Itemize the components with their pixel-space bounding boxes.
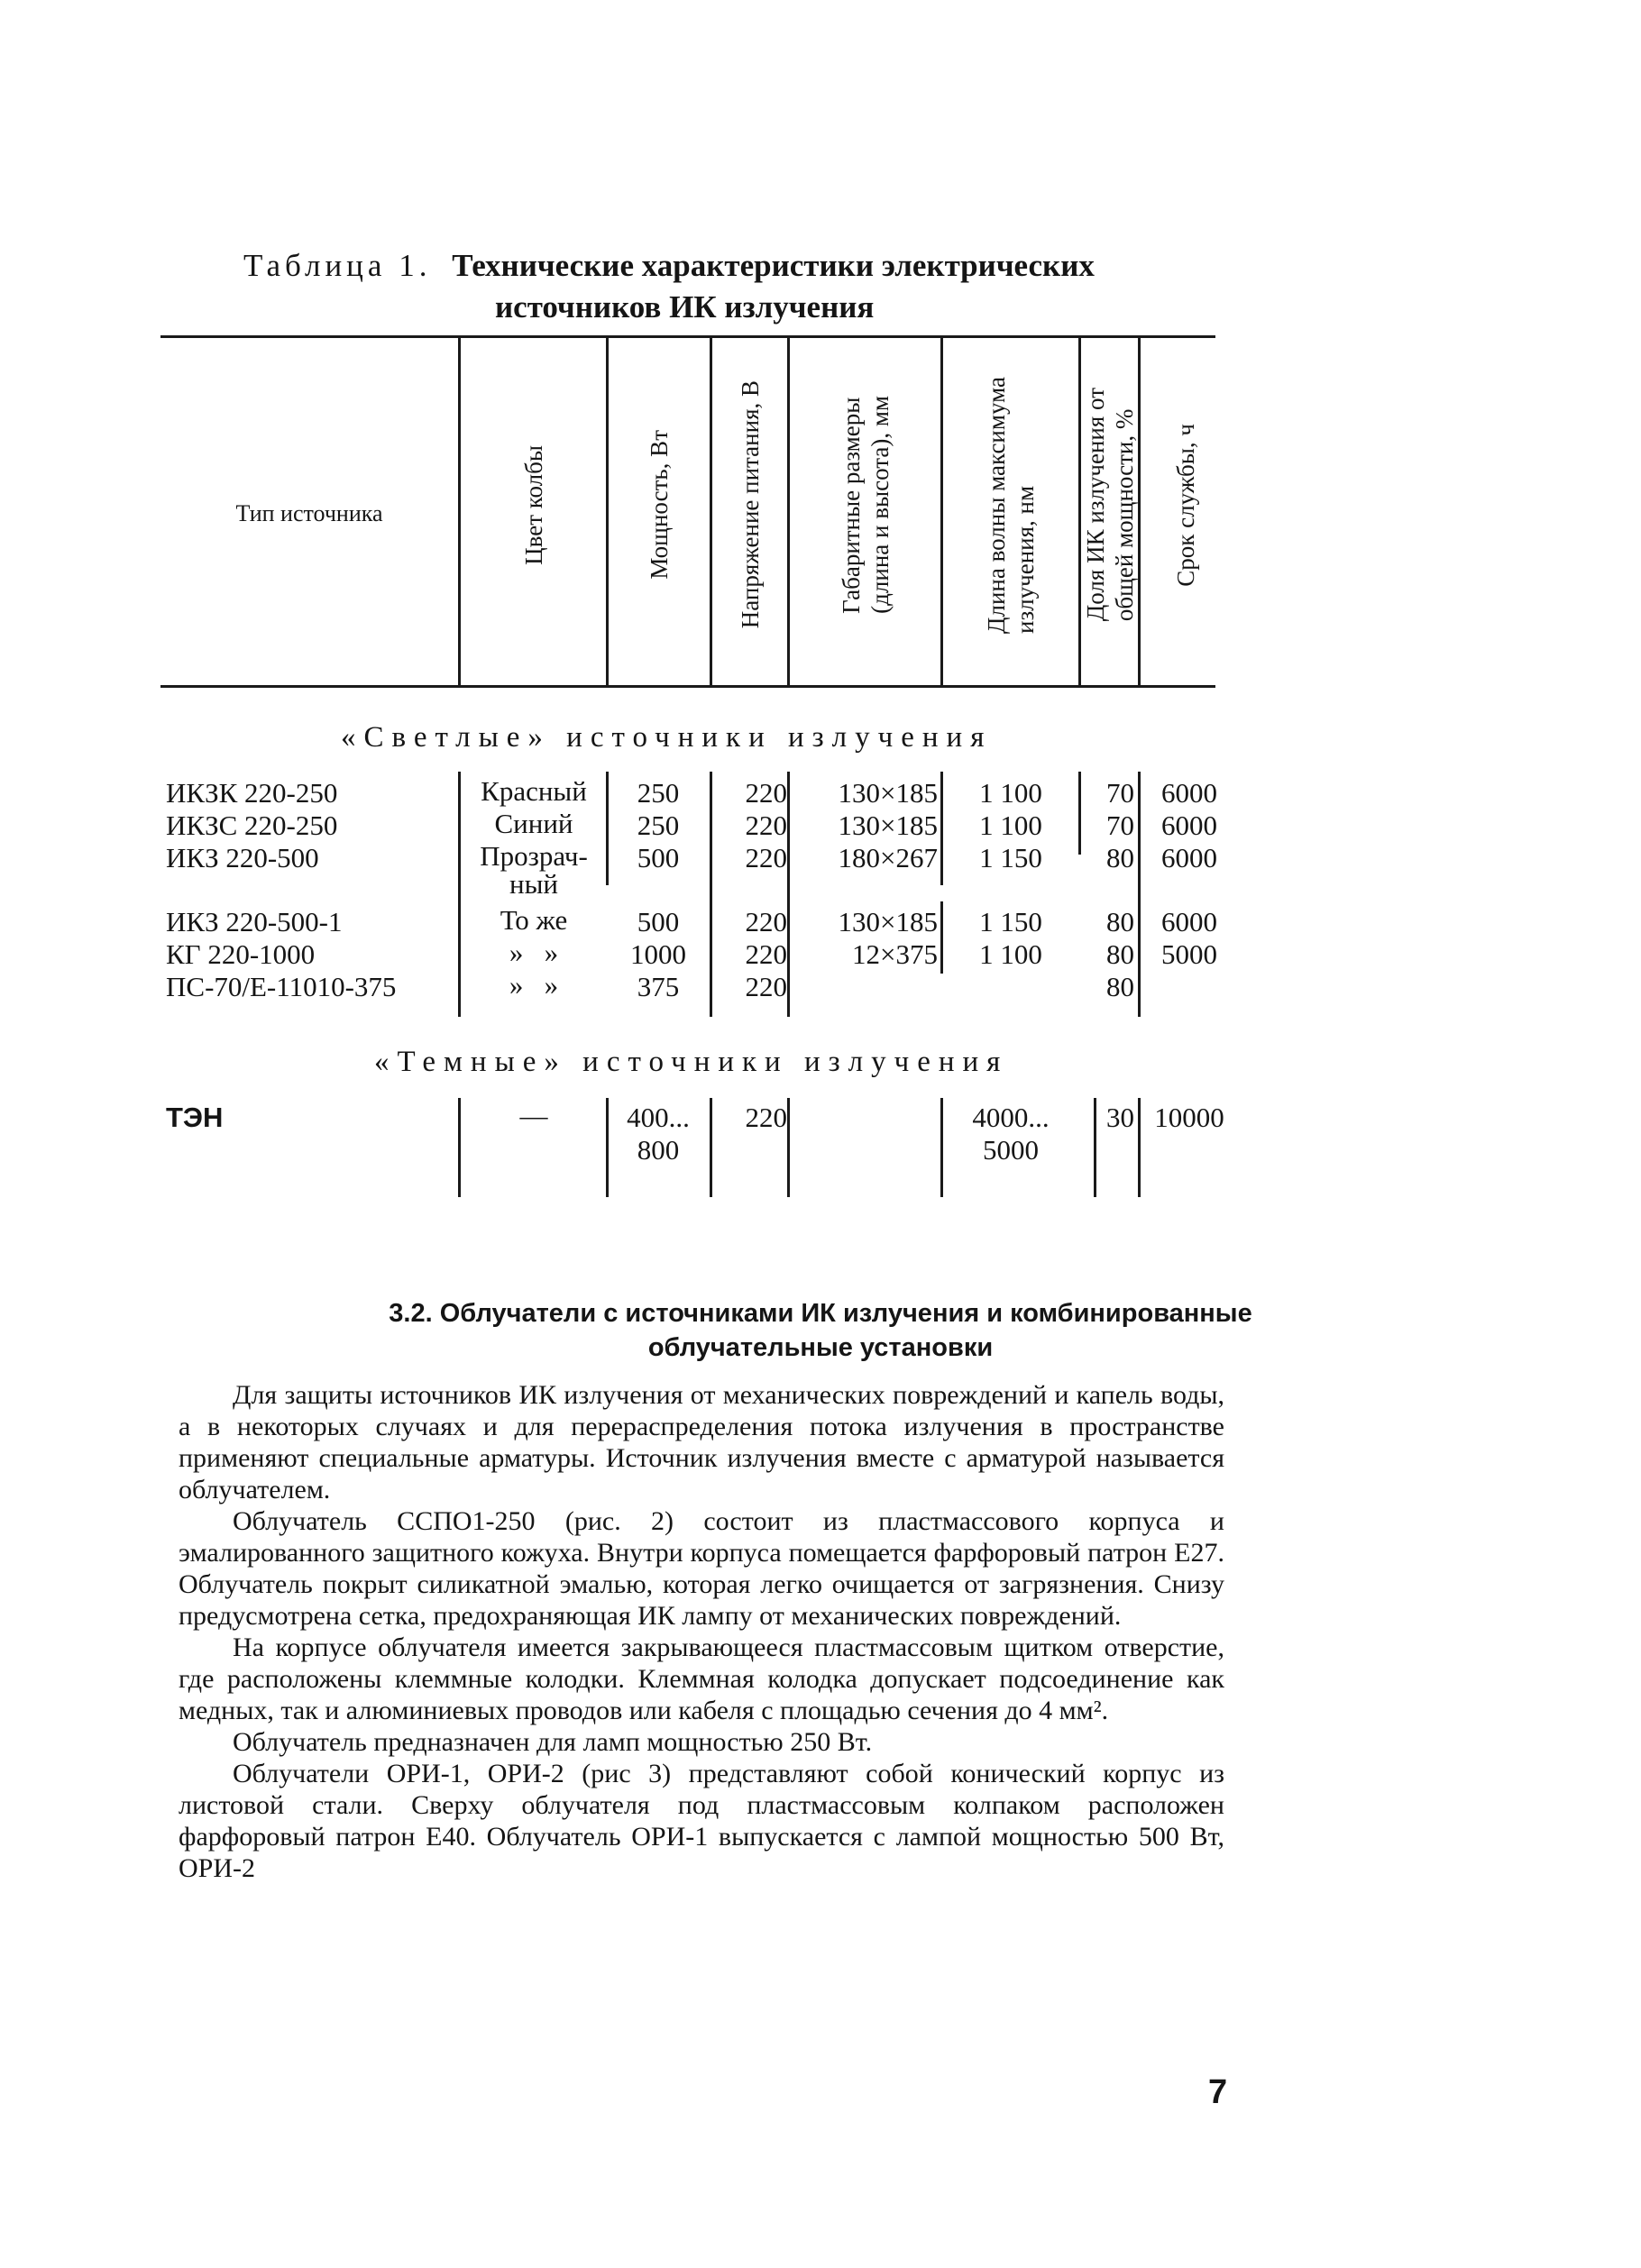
cell-life: 6000 — [1161, 842, 1217, 873]
header-bulb-color: Цвет колбы — [519, 444, 547, 565]
cell-wave: 1 100 — [979, 777, 1042, 809]
cell-type: ПС-70/Е-11010-375 — [166, 971, 397, 1002]
cell-voltage: 220 — [745, 842, 787, 873]
cell-wave: 4000... — [972, 1102, 1050, 1133]
cell-share: 70 — [1106, 777, 1134, 809]
header-source-type: Тип источника — [235, 500, 383, 526]
cell-color: » » — [509, 937, 559, 968]
cell-power-continued: 800 — [637, 1134, 680, 1166]
cell-life: 10000 — [1154, 1102, 1224, 1133]
cell-voltage: 220 — [745, 777, 787, 809]
cell-color: Прозрач- ный — [480, 840, 588, 900]
cell-size: 130×185 — [838, 809, 938, 841]
body-divider — [787, 1098, 790, 1197]
cell-color: Синий — [494, 808, 573, 839]
cell-power: 375 — [637, 971, 680, 1002]
cell-size: 130×185 — [838, 777, 938, 809]
cell-life: 6000 — [1161, 906, 1217, 937]
cell-type: КГ 220-1000 — [166, 938, 316, 970]
cell-power: 400... — [627, 1102, 690, 1133]
cell-power: 500 — [637, 906, 680, 937]
cell-power: 250 — [637, 809, 680, 841]
paragraph: На корпусе облучателя имеется закрывающееся пластмассовым щитком отверстие, где расположены клеммные колодки. Клеммная колодка допускает подсоединение как медных, так и алюминиевых проводов или кабеля с площадью сечения до 4 мм². — [179, 1632, 1224, 1725]
body-divider — [458, 772, 461, 1017]
cell-type: ИКЗ 220-500-1 — [166, 906, 343, 937]
body-divider — [458, 1098, 461, 1197]
cell-wave: 1 150 — [979, 842, 1042, 873]
cell-color: То же — [500, 904, 568, 936]
table-title-line2: источников ИК излучения — [495, 289, 875, 325]
section-heading-line2: облучательные установки — [647, 1333, 994, 1362]
section-light-sources: «Светлые» источники излучения — [341, 721, 993, 754]
header-dimensions: Габаритные размеры (длина и высота), мм — [837, 396, 894, 614]
cell-color: — — [519, 1100, 548, 1131]
cell-share: 30 — [1106, 1102, 1134, 1133]
cell-power: 1000 — [630, 938, 686, 970]
header-power: Мощность, Вт — [646, 430, 673, 580]
table-caption — [243, 245, 1095, 328]
header-ir-share: Доля ИК излучения от общей мощности, % — [1081, 388, 1138, 622]
cell-color: » » — [509, 969, 559, 1001]
cell-wave: 1 100 — [979, 809, 1042, 841]
table-title-line1: Технические характеристики электрических — [452, 248, 1095, 283]
page-number: 7 — [1208, 2073, 1228, 2111]
section-dark-sources: «Темные» источники излучения — [374, 1046, 1009, 1078]
cell-type: ИКЗК 220-250 — [166, 777, 338, 809]
paragraph: Облучатель предназначен для ламп мощностью 250 Вт. — [233, 1727, 873, 1757]
cell-size: 130×185 — [838, 906, 938, 937]
cell-life: 5000 — [1161, 938, 1217, 970]
table-header-rule — [160, 685, 1215, 688]
cell-share: 80 — [1106, 971, 1134, 1002]
table-label: Таблица 1. — [243, 248, 432, 283]
table-top-rule — [160, 335, 1215, 338]
cell-power: 500 — [637, 842, 680, 873]
cell-share: 80 — [1106, 842, 1134, 873]
section-heading — [0, 1296, 1641, 1365]
cell-size: 180×267 — [838, 842, 938, 873]
cell-type: ТЭН — [166, 1102, 224, 1133]
paragraph: Облучатель ССПО1-250 (рис. 2) состоит из пластмассового корпуса и эмалированного защитного кожуха. Внутри корпуса помещается фарфоровый патрон Е27. Облучатель покрыт силикатной эмалью, которая легко очищается от загрязнения. Снизу предусмотрена сетка, предохраняющая ИК лампу от механических повреждений. — [179, 1506, 1224, 1631]
paragraph: Облучатели ОРИ-1, ОРИ-2 (рис 3) представляют собой конический корпус из листовой стали. Сверху облучателя под пластмассовым колпаком расположен фарфоровый патрон Е40. Облучатель ОРИ-1 выпускается с лампой мощностью 500 Вт, ОРИ-2 — [179, 1759, 1224, 1883]
cell-voltage: 220 — [745, 971, 787, 1002]
cell-life: 6000 — [1161, 809, 1217, 841]
cell-wave: 1 150 — [979, 906, 1042, 937]
cell-voltage: 220 — [745, 938, 787, 970]
body-text — [179, 1379, 1224, 1884]
cell-wave-continued: 5000 — [983, 1134, 1039, 1166]
cell-type: ИКЗС 220-250 — [166, 809, 338, 841]
paragraph: Для защиты источников ИК излучения от механических повреждений и капель воды, а в некоторых случаях и для перераспределения потока излучения в пространстве применяют специальные арматуры. Источник излучения вместе с арматурой называется облучателем. — [179, 1380, 1224, 1504]
cell-color: Красный — [481, 775, 587, 807]
section-heading-line1: 3.2. Облучатели с источниками ИК излучения и комбинированные — [389, 1299, 1252, 1328]
cell-life: 6000 — [1161, 777, 1217, 809]
cell-size: 12×375 — [852, 938, 938, 970]
header-voltage: Напряжение питания, В — [736, 380, 764, 629]
cell-share: 80 — [1106, 906, 1134, 937]
header-wavelength: Длина волны максимума излучения, нм — [983, 376, 1039, 634]
cell-voltage: 220 — [745, 906, 787, 937]
cell-type: ИКЗ 220-500 — [166, 842, 319, 873]
cell-share: 70 — [1106, 809, 1134, 841]
cell-voltage: 220 — [745, 1102, 787, 1133]
cell-share: 80 — [1106, 938, 1134, 970]
cell-power: 250 — [637, 777, 680, 809]
header-service-life: Срок службы, ч — [1172, 423, 1199, 587]
cell-voltage: 220 — [745, 809, 787, 841]
cell-wave: 1 100 — [979, 938, 1042, 970]
